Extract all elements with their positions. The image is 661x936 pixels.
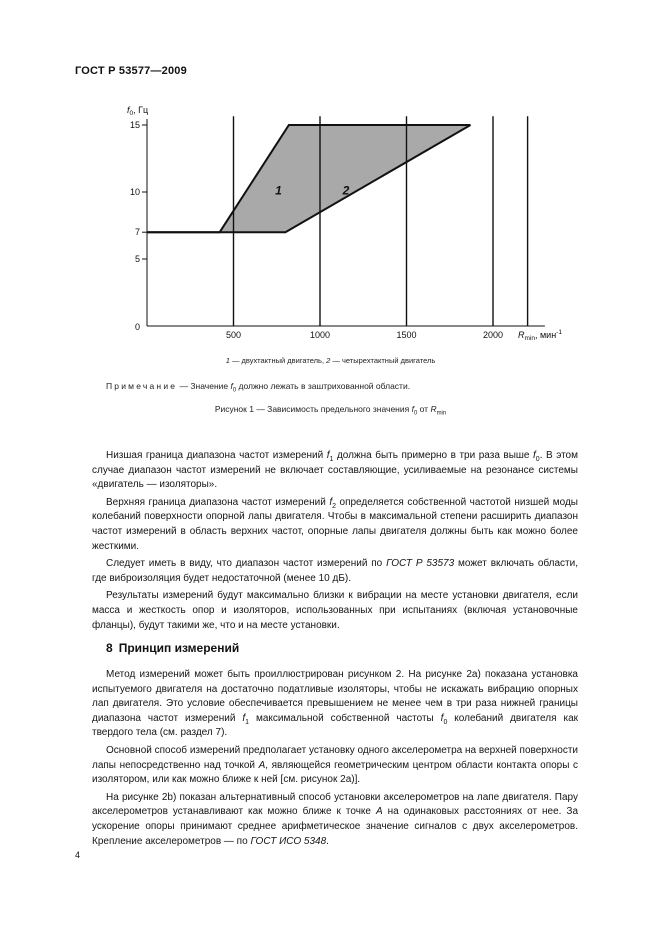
point-label: А <box>258 759 266 771</box>
legend-text-2: — четырехтактный двигатель <box>330 356 436 365</box>
symbol-sub: 0 <box>443 718 448 726</box>
text-run: Верхняя граница диапазона частот измерений <box>106 496 330 508</box>
figure-note <box>106 381 411 394</box>
x-axis-label: $R_{min}$, мин$^{-1}$ <box>518 329 562 342</box>
paragraph <box>92 449 578 493</box>
point-label: А <box>375 806 383 818</box>
paragraph <box>92 744 578 788</box>
symbol-sub: 0 <box>535 456 540 463</box>
legend-text-1: — двухтактный двигатель, <box>229 356 327 365</box>
text-run: колебаний двигателя как твердого тела (см. раздел 7). <box>92 712 579 739</box>
symbol-f: f <box>329 496 333 508</box>
caption-symbol-f: f <box>411 404 414 414</box>
note-lead: Примечание <box>106 381 178 391</box>
paragraph <box>92 557 578 586</box>
paragraph <box>92 496 578 554</box>
symbol-sub: 1 <box>329 456 334 463</box>
text-run: . В этом случае диапазон частот измерений не включает составляющие, усиливаемые на резонансе системы «двигатель — изоляторы». <box>92 450 578 491</box>
document-header: ГОСТ Р 53577—2009 <box>75 65 187 77</box>
section-title: Принцип измерений <box>118 641 240 655</box>
symbol-f: f <box>326 450 330 461</box>
note-symbol: f <box>230 381 233 391</box>
text-run: Результаты измерений будут максимально близки к вибрации на месте установки двигателя, если масса и жесткость опор и изоляторов, использованных при испытаниях (включая установочные фланцы), будут такими же, что и на месте установки. <box>92 590 578 631</box>
text-run: максимальной собственной частоты <box>249 712 441 724</box>
text-run: определяется собственной частотой низшей моды колебаний поверхности опорной лапы двигателя. Чтобы в максимальной степени расширить диапазон частот измерений в область верхних частот, опорные лапы двигателя должны быть как можно более жесткими. <box>92 496 578 552</box>
note-tail: должно лежать в заштрихованной области. <box>236 381 411 391</box>
text-run: Метод измерений может быть проиллюстрирован рисунком 2. На рисунке 2а) показана установка испытуемого двигателя на достаточно податливые изоляторы, чтобы не искажать вибрацию опорных лап двигателя. Это условие обеспечивается превышением не менее чем в три раза нижней границы диапазона частот измерений <box>92 669 578 724</box>
symbol-f: f <box>533 450 536 461</box>
text-run: на одинаковых расстояниях от нее. За ускорение опоры принимают среднее арифметическое значение сигналов с двух акселерометров. Крепление акселерометров — по <box>92 806 579 847</box>
legend-number-1: 1 <box>225 356 230 365</box>
figure-1-chart <box>0 0 661 360</box>
y-tick-label: 5 <box>134 254 140 264</box>
region-label-1: 1 <box>275 183 282 198</box>
body-text-block-1 <box>92 449 578 633</box>
symbol-f: f <box>440 712 444 724</box>
y-tick-label: 10 <box>129 187 140 197</box>
section-number: 8 <box>106 641 113 655</box>
page-number: 4 <box>75 850 81 860</box>
origin-label: 0 <box>134 322 140 332</box>
symbol-sub: 2 <box>332 502 336 510</box>
text-run: , являющейся геометрическим центром области контакта опоры с изолятором, или как можно ближе к ней [см. рисунок 2а)]. <box>92 759 579 786</box>
x-tick-label: 500 <box>225 330 242 340</box>
text-run: может включать области, где виброизоляция будет недостаточной (менее 10 дБ). <box>92 558 579 584</box>
x-tick-label: 1500 <box>396 330 417 340</box>
standard-reference: ГОСТ ИСО 5348 <box>250 835 327 847</box>
paragraph <box>92 589 578 633</box>
text-run: Основной способ измерений предполагает установку одного акселерометра на верхней поверхности лапы непосредственно над точкой <box>92 744 578 771</box>
text-run: Низшая граница диапазона частот измерений <box>106 450 327 461</box>
standard-reference: ГОСТ Р 53573 <box>386 558 455 570</box>
caption-symbol-f-sub: 0 <box>413 410 418 417</box>
y-tick-label: 15 <box>129 120 140 130</box>
region-label-2: 2 <box>342 183 350 198</box>
legend-number-2: 2 <box>326 356 331 365</box>
figure-caption <box>0 404 661 417</box>
x-tick-label: 2000 <box>482 330 504 340</box>
body-text-block-2 <box>92 668 578 849</box>
note-text: — Значение <box>177 381 231 391</box>
x-tick-label: 1000 <box>309 330 331 340</box>
caption-symbol-r: R <box>430 404 437 414</box>
text-run: Следует иметь в виду, что диапазон частот измерений по <box>106 558 387 570</box>
note-symbol-sub: 0 <box>232 387 237 394</box>
paragraph <box>92 791 578 849</box>
y-tick-label: 7 <box>134 227 140 238</box>
text-run: должна быть примерно в три раза выше <box>333 450 534 461</box>
y-axis-label: $f_0$, Гц <box>127 105 149 117</box>
paragraph <box>92 668 578 741</box>
shaded-region <box>220 125 471 232</box>
text-run: . <box>326 835 329 847</box>
symbol-sub: 1 <box>245 718 250 726</box>
figure-legend <box>0 356 661 365</box>
caption-symbol-r-sub: min <box>436 410 447 417</box>
caption-text: Рисунок 1 — Зависимость предельного значения <box>214 404 412 414</box>
section-heading <box>106 641 239 655</box>
text-run: На рисунке 2b) показан альтернативный способ установки акселерометров на лапе двигателя. Пару акселерометров устанавливают как можно ближе к точке <box>92 791 578 818</box>
symbol-f: f <box>242 712 246 724</box>
caption-mid: от <box>417 404 431 414</box>
